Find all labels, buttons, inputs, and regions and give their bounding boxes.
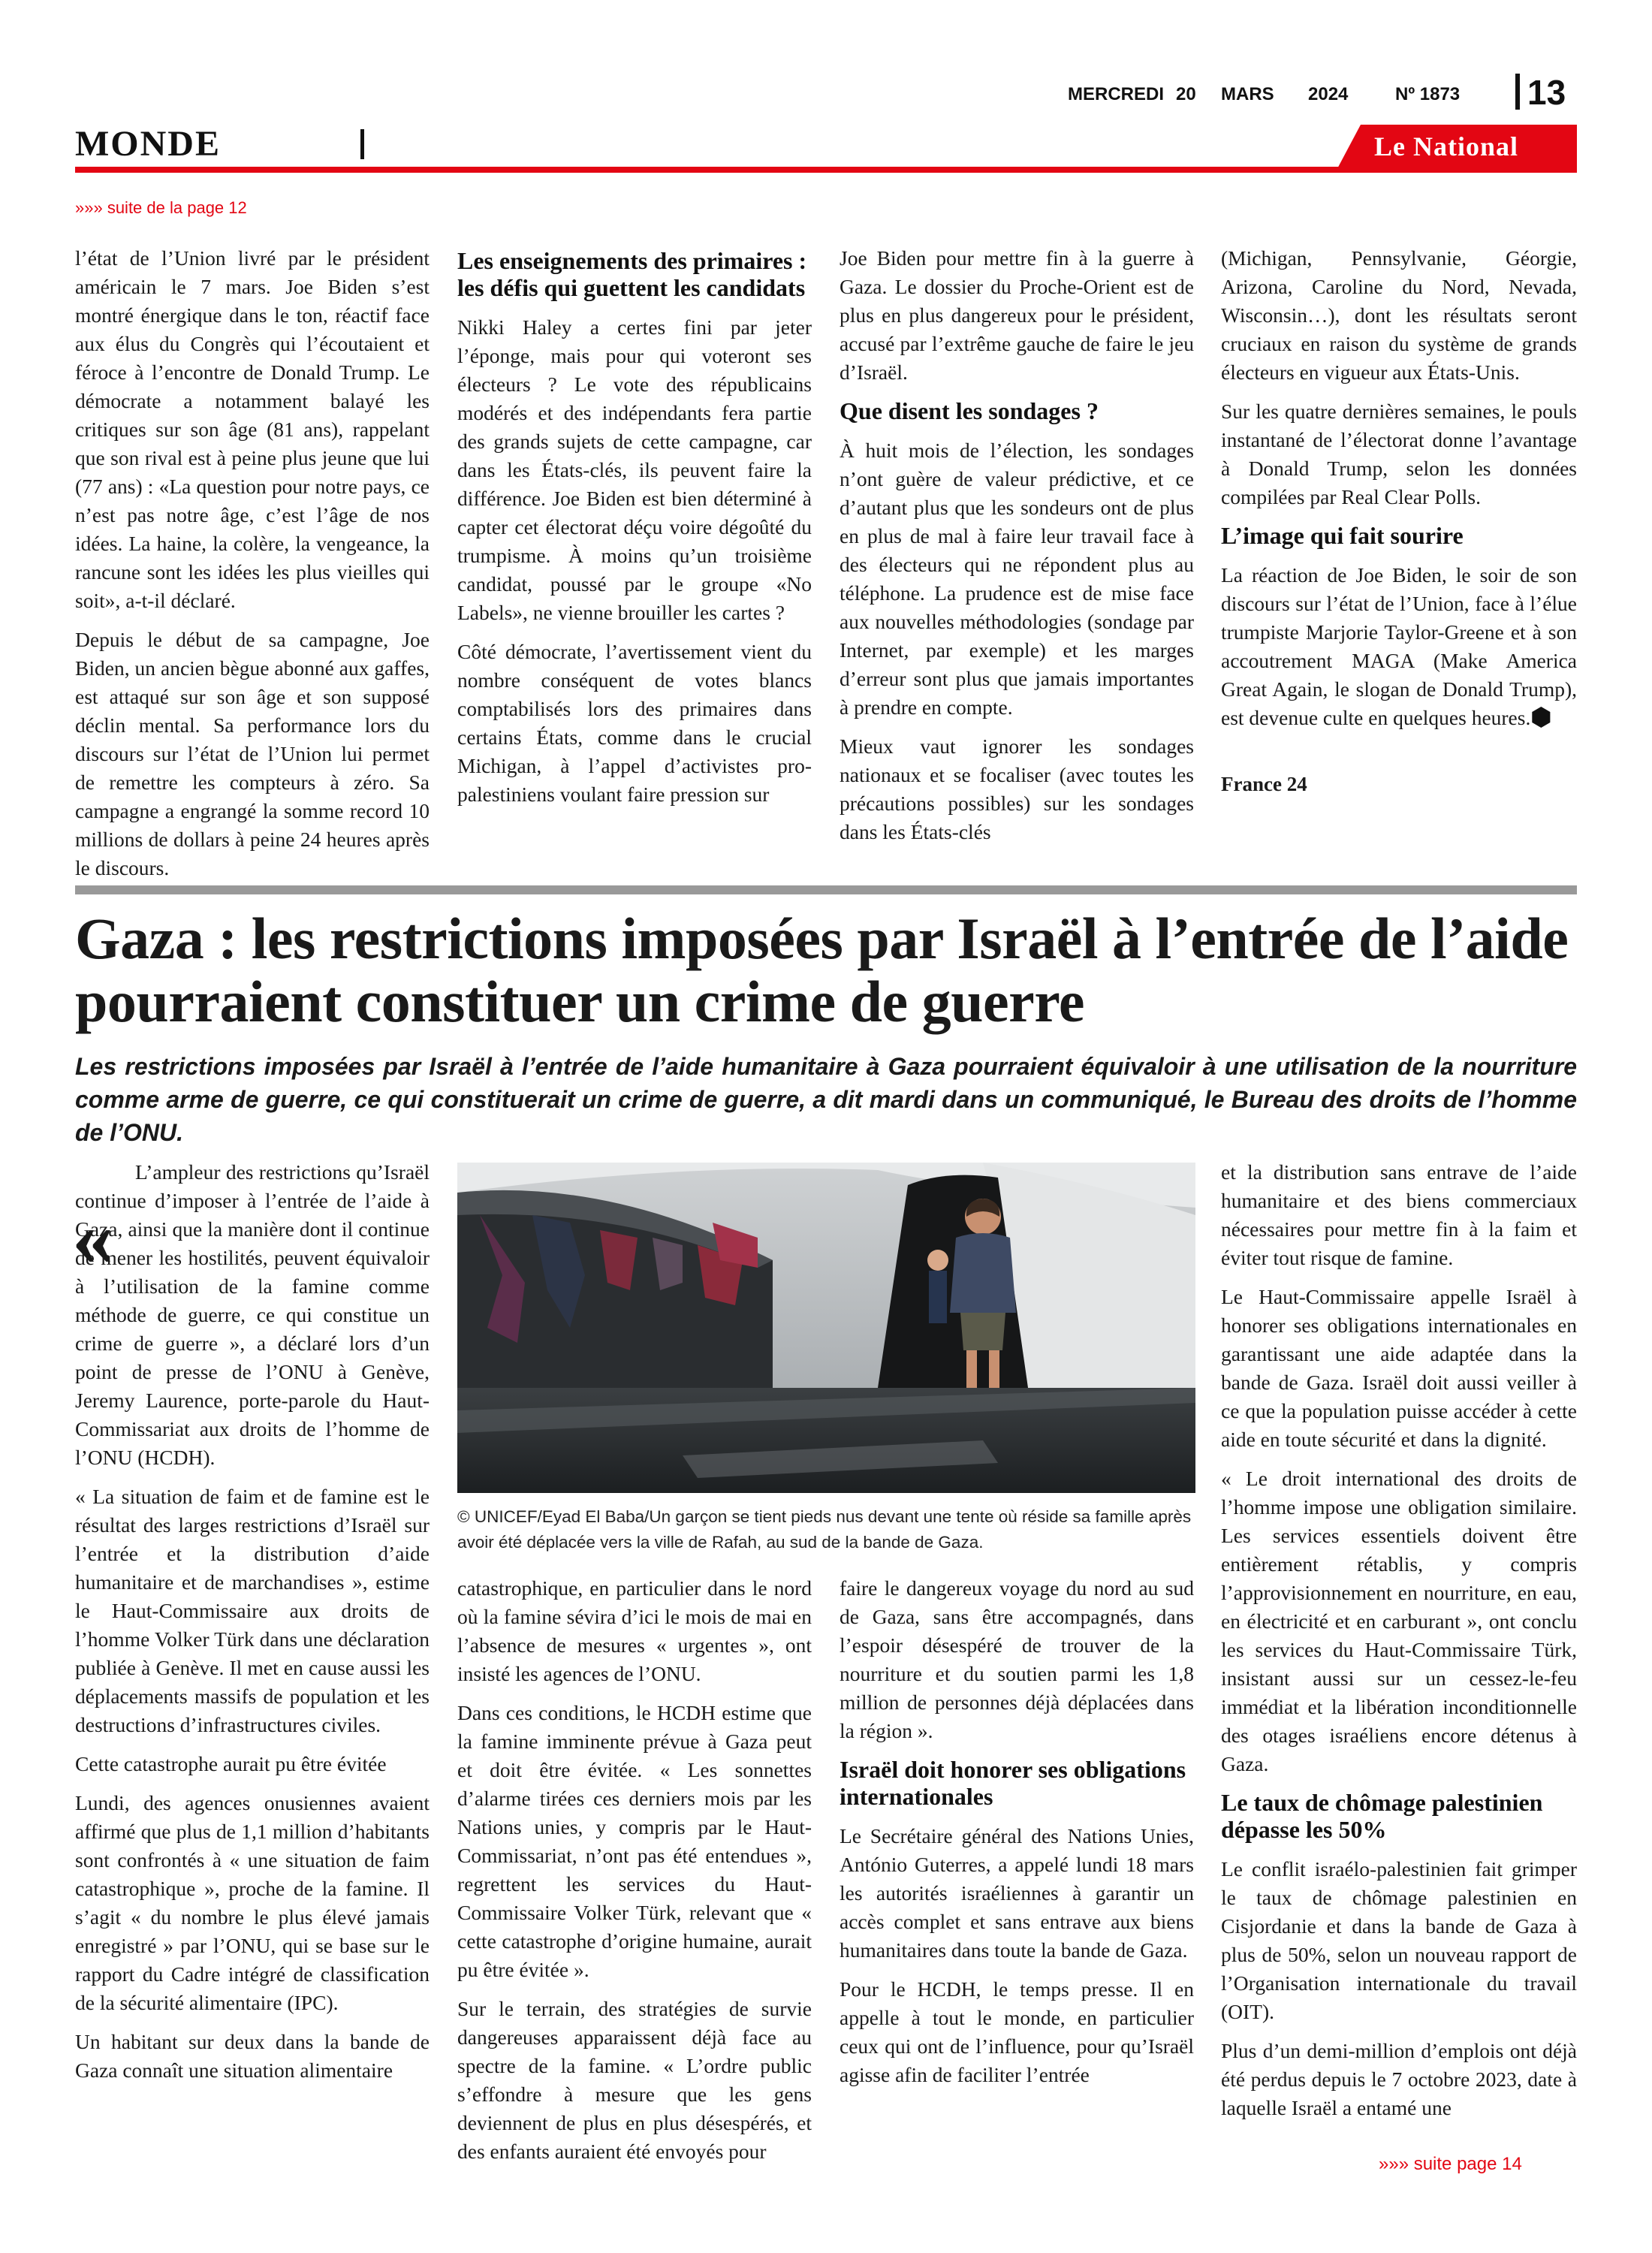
upper-column-1 <box>75 244 430 893</box>
article-column-1 <box>75 1158 430 2095</box>
article-column-4 <box>1221 1158 1577 2133</box>
issue-date-number: 20 <box>1176 84 1196 104</box>
paragraph: « Le droit international des droits de l’homme impose une obligation similaire. Les services essentiels doivent être entièrement rétablis, y compris l’approvisionnement en nourriture, en eau, en électricité et en carburant », ont conclu les services du Haut-Commissaire Türk, insistant aussi sur un cessez-le-feu immédiat et la libération inconditionnelle des otages israéliens encore détenus à Gaza. <box>1221 1467 1577 1775</box>
paragraph: Pour le HCDH, le temps presse. Il en appelle à tout le monde, en particulier ceux qui ont de l’influence, pour qu’Israël agisse afin de faciliter l’entrée <box>840 1977 1194 2086</box>
issue-year: 2024 <box>1308 84 1349 104</box>
upper-column-2 <box>457 244 812 819</box>
subheading: Cette catastrophe aurait pu être évitée <box>75 1752 387 1775</box>
upper-column-4 <box>1221 244 1577 809</box>
article-photo <box>457 1163 1195 1493</box>
photo-caption: © UNICEF/Eyad El Baba/Un garçon se tient pieds nus devant une tente où réside sa famille après avoir été déplacée vers la ville de Rafah, au sud de la bande de Gaza. <box>457 1507 1192 1552</box>
subheading: Le taux de chômage palestinien dépasse les 50% <box>1221 1789 1543 1843</box>
article-column-3 <box>840 1574 1194 2100</box>
subheading: Israël doit honorer ses obligations internationales <box>840 1756 1186 1810</box>
paragraph: Joe Biden pour mettre fin à la guerre à Gaza. Le dossier du Proche-Orient est de plus en plus dangereux pour le président, accusé par l’extrême gauche de faire le jeu d’Israël. <box>840 246 1194 384</box>
paragraph: Plus d’un demi-million d’emplois ont déjà été perdus depuis le 7 octobre 2023, date à laquelle Israël a entamé une <box>1221 2039 1577 2119</box>
paragraph: catastrophique, en particulier dans le nord où la famine sévira d’ici le mois de mai en l’absence de mesures « urgentes », ont insisté les agences de l’ONU. <box>457 1576 812 1685</box>
paragraph: Sur les quatre dernières semaines, le pouls instantané de l’électorat donne l’avantage à Donald Trump, selon les données compilées par Real Clear Polls. <box>1221 400 1577 508</box>
paragraph: Le Secrétaire général des Nations Unies, António Guterres, a appelé lundi 18 mars les autorités israéliennes à garantir un accès complet et sans entrave aux biens humanitaires dans toute la bande de Gaza. <box>840 1824 1194 1962</box>
subheading: L’image qui fait sourire <box>1221 522 1464 549</box>
subheading: Les enseignements des primaires : les défis qui guettent les candidats <box>457 247 807 301</box>
page-number-divider <box>1515 74 1520 110</box>
paragraph: Depuis le début de sa campagne, Joe Biden, un ancien bègue abonné aux gaffes, est attaqué sur son âge et son supposé déclin mental. Sa performance lors du discours sur l’état de l’Union lui permet de remettre les compteurs à zéro. Sa campagne a engrangé la somme record 10 millions de dollars à peine 24 heures après le discours. <box>75 628 430 879</box>
article-lede: Les restrictions imposées par Israël à l’entrée de l’aide humanitaire à Gaza pourraient équivaloir à une utilisation de la nourriture comme arme de guerre, ce qui constituerait un crime de guerre, a dit mardi dans un communiqué, le Bureau des droits de l’homme de l’ONU. <box>75 1053 1577 1146</box>
paragraph: Le conflit israélo-palestinien fait grimper le taux de chômage palestinien en Cisjordanie et dans la bande de Gaza à plus de 50%, selon un nouveau rapport de l’Organisation internationale du travail (OIT). <box>1221 1857 1577 2023</box>
paragraph: (Michigan, Pennsylvanie, Géorgie, Arizona, Caroline du Nord, Nevada, Wisconsin…), dont les résultats seront cruciaux en raison du système de grands électeurs en vigueur aux États-Unis. <box>1221 246 1577 384</box>
article-separator <box>75 885 1577 894</box>
article-column-2 <box>457 1574 812 2176</box>
paragraph: Côté démocrate, l’avertissement vient du nombre conséquent de votes blancs comptabilisés lors des primaires dans certains États, comme dans le crucial Michigan, à l’appel d’activistes pro-palestiniens voulant faire pression sur <box>457 640 812 806</box>
article-headline: Gaza : les restrictions imposées par Israël à l’entrée de l’aide pourraient constituer un crime de guerre <box>75 906 1569 1034</box>
paragraph-text: La réaction de Joe Biden, le soir de son discours sur l’état de l’Union, face à l’élue trumpiste Marjorie Taylor-Greene et à son accoutrement MAGA (Make America Great Again, le slogan de Donald Trump), est devenue culte en quelques heures. <box>1221 563 1577 729</box>
issue-month: MARS <box>1221 84 1274 104</box>
paragraph: l’état de l’Union livré par le président américain le 7 mars. Joe Biden s’est montré énergique dans le ton, réactif face aux élus du Congrès qui l’écoutaient et féroce à l’encontre de Donald Trump. Le démocrate a notamment balayé les critiques sur son âge (81 ans), rappelant que son rival est à peine plus jeune que lui (77 ans) : «La question pour notre pays, ce n’est pas notre âge, c’est l’âge de nos idées. La haine, la colère, la vengeance, la rancune sont les idées les plus vieilles qui soit», a-t-il déclaré. <box>75 246 430 612</box>
continued-from-link[interactable]: »»» suite de la page 12 <box>75 198 247 217</box>
paragraph: et la distribution sans entrave de l’aide humanitaire et des biens commerciaux nécessaires pour mettre fin à la faim et éviter tout risque de famine. <box>1221 1160 1577 1269</box>
article-end-icon <box>1530 707 1551 728</box>
issue-day: MERCREDI <box>1068 84 1165 104</box>
upper-column-3 <box>840 244 1194 857</box>
paragraph <box>1221 561 1577 732</box>
paragraph: faire le dangereux voyage du nord au sud de Gaza, sans être accompagnés, dans l’espoir désespéré de trouver de la nourriture et du soutien parmi les 1,8 million de personnes déjà déplacées dans la région ». <box>840 1576 1194 1742</box>
photo-illustration <box>457 1163 1195 1493</box>
paragraph: Sur le terrain, des stratégies de survie dangereuses apparaissent déjà face au spectre de la famine. « L’ordre public s’effondre à mesure que les gens deviennent de plus en plus désespérés, et des enfants auraient été envoyés pour <box>457 1997 812 2163</box>
section-divider <box>360 129 364 159</box>
paragraph: À huit mois de l’élection, les sondages n’ont guère de valeur prédictive, et ce d’autant plus que les sondeurs ont de plus en plus de mal à faire leur travail face à des électeurs qui ne répondent plus au téléphone. La prudence est de mise face aux nouvelles méthodologies (sondage par Internet, par exemple) et les marges d’erreur sont plus que jamais importantes à prendre en compte. <box>840 439 1194 719</box>
paragraph: Nikki Haley a certes fini par jeter l’éponge, mais pour qui voteront ses électeurs ? Le vote des républicains modérés et des indépendants fera partie des grands sujets de cette campagne, car dans les États-clés, ils peuvent faire la différence. Joe Biden est bien déterminé à capter cet électorat déçu voire dégoûté du trumpisme. À moins qu’un troisième candidat, poussé par le groupe «No Labels», ne vienne brouiller les cartes ? <box>457 315 812 624</box>
paragraph: Mieux vaut ignorer les sondages nationaux et se focaliser (avec toutes les précautions possibles) sur les sondages dans les États-clés <box>840 734 1194 843</box>
section-title: MONDE <box>75 124 221 164</box>
article-credit: France 24 <box>1221 773 1307 795</box>
paragraph: L’ampleur des restrictions qu’Israël continue d’imposer à l’entrée de l’aide à Gaza, ainsi que la manière dont il continue de mener les hostilités, peuvent équivaloir à l’utilisation de la famine comme méthode de guerre, ce qui constitue un crime de guerre », a déclaré lors d’un point de presse de l’ONU à Genève, Jeremy Laurence, porte-parole du Haut-Commissariat aux droits de l’homme de l’ONU (HCDH). <box>75 1160 430 1469</box>
paragraph: Dans ces conditions, le HCDH estime que la famine imminente prévue à Gaza peut et doit être évitée. « Les sonnettes d’alarme tirées ces derniers mois par les Nations unies, y compris par le Haut-Commissariat, n’ont pas été entendues », regrettent les services du Haut-Commissaire Volker Türk, relevant que « cette catastrophe d’origine humaine, aurait pu être évitée ». <box>457 1701 812 1981</box>
continued-on-link[interactable]: »»» suite page 14 <box>1379 2154 1522 2174</box>
brand-logo-text: Le National <box>1374 131 1519 161</box>
opening-quote-mark: « <box>72 1191 113 1283</box>
page-number: 13 <box>1527 73 1566 112</box>
paragraph: « La situation de faim et de famine est le résultat des larges restrictions d’Israël sur l’entrée et la distribution d’aide humanitaire et de marchandises », estime le Haut-Commissaire aux droits de l’homme Volker Türk dans une déclaration publiée à Genève. Il met en cause aussi les déplacements massifs de population et les destructions d’infrastructures civiles. <box>75 1485 430 1736</box>
paragraph: Lundi, des agences onusiennes avaient affirmé que plus de 1,1 million d’habitants sont confrontés à « une situation de faim catastrophique », proche de la famine. Il s’agit « du nombre le plus élevé jamais enregistré » par l’ONU, qui se base sur le rapport du Cadre intégré de classification de la sécurité alimentaire (IPC). <box>75 1791 430 2014</box>
paragraph: Le Haut-Commissaire appelle Israël à honorer ses obligations internationales en garantissant une aide adaptée dans la bande de Gaza. Israël doit aussi veiller à ce que la population puisse accéder à cette aide en toute sécurité et dans la dignité. <box>1221 1285 1577 1451</box>
subheading: Que disent les sondages ? <box>840 397 1099 424</box>
paragraph: Un habitant sur deux dans la bande de Gaza connaît une situation alimentaire <box>75 2030 430 2082</box>
issue-number: Nº 1873 <box>1395 84 1461 104</box>
